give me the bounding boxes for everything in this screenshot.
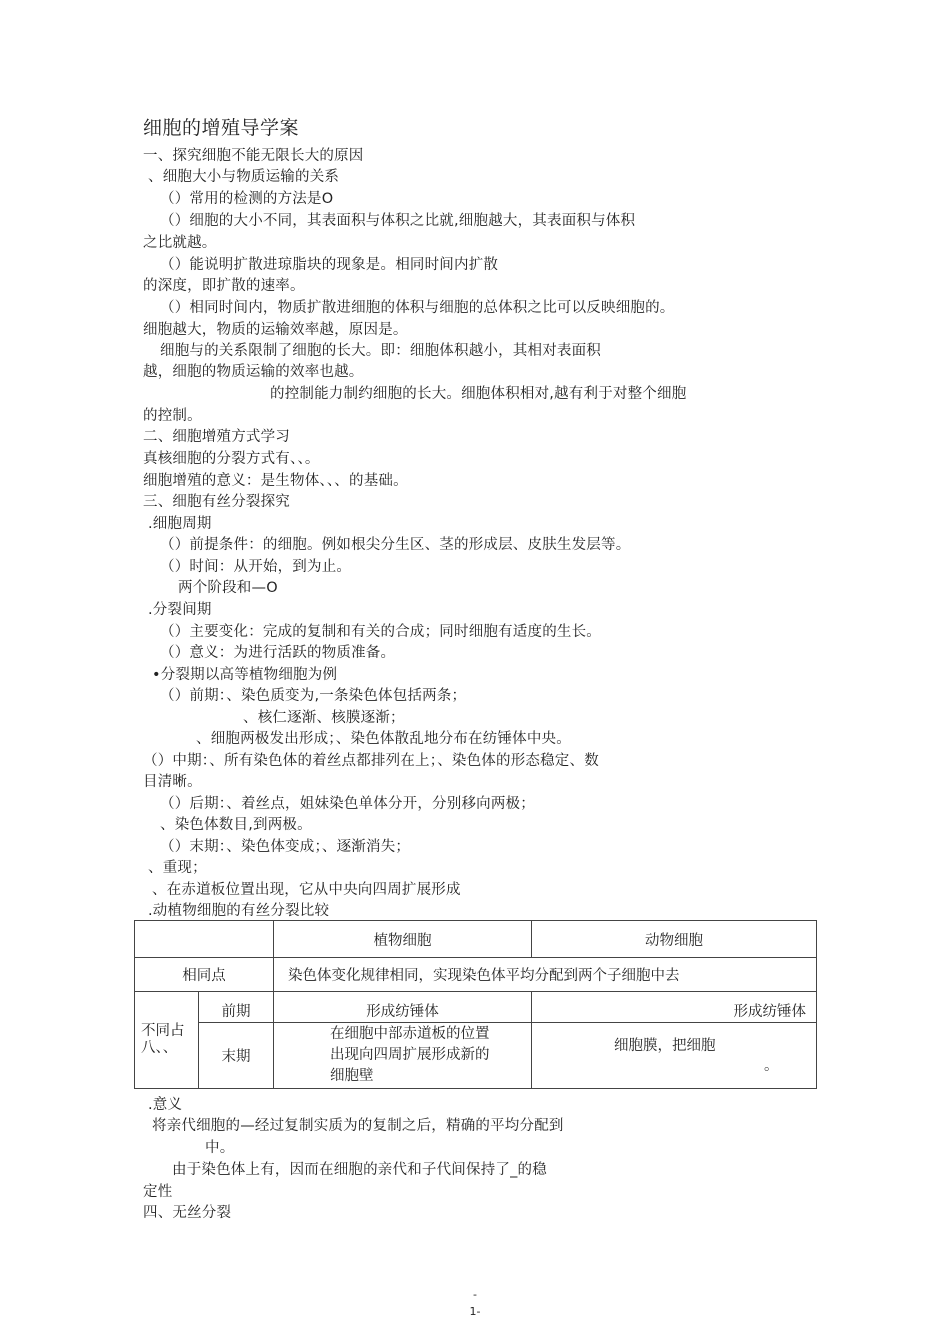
telophase-animal-line: 。 — [764, 1057, 779, 1074]
telophase-plant-cell — [274, 1023, 532, 1089]
text-line: 目清晰。 — [143, 774, 202, 790]
subheading-significance: .意义 — [148, 1097, 183, 1113]
document-title: 细胞的增殖导学案 — [143, 117, 300, 139]
text-line: 由于染色体上有，因而在细胞的亲代和子代间保持了_的稳 — [172, 1162, 547, 1178]
header-animal-cell: 动物细胞 — [532, 921, 817, 958]
text-line: 细胞与的关系限制了细胞的长大。即：细胞体积越小，其相对表面积 — [160, 343, 601, 359]
page-number: 1- — [469, 1305, 481, 1318]
telophase-animal-cell — [532, 1023, 817, 1089]
text-line: 之比就越。 — [143, 235, 217, 251]
subheading-size-transport: 、细胞大小与物质运输的关系 — [148, 169, 340, 185]
text-line: （）前提条件：的细胞。例如根尖分生区、茎的形成层、皮肤生发层等。 — [160, 537, 631, 553]
text-line: （）末期：、染色体变成；、逐渐消失； — [160, 839, 411, 855]
prophase-animal-cell: 形成纺锤体 — [532, 992, 817, 1023]
text-line: （）相同时间内，物质扩散进细胞的体积与细胞的总体积之比可以反映细胞的。 — [160, 300, 675, 316]
text-line: （）主要变化：完成的复制和有关的合成；同时细胞有适度的生长。 — [160, 624, 601, 640]
heading-section-4: 四、无丝分裂 — [143, 1205, 232, 1221]
subheading-comparison: .动植物细胞的有丝分裂比较 — [148, 903, 330, 919]
text-line: 定性 — [143, 1184, 173, 1200]
text-line: 越，细胞的物质运输的效率也越。 — [143, 364, 364, 380]
same-text-cell: 染色体变化规律相同，实现染色体平均分配到两个子细胞中去 — [274, 958, 817, 992]
text-line: 细胞越大，物质的运输效率越，原因是。 — [143, 322, 408, 338]
telophase-label-cell: 末期 — [199, 1023, 274, 1089]
heading-section-2: 二、细胞增殖方式学习 — [143, 429, 290, 445]
text-line: 、在赤道板位置出现，它从中央向四周扩展形成 — [152, 882, 461, 898]
text-line: （）后期：、着丝点，姐妹染色单体分开，分别移向两极； — [160, 796, 535, 812]
text-line: 真核细胞的分裂方式有、、。 — [143, 451, 320, 467]
text-line: （）中期：、所有染色体的着丝点都排列在上；、染色体的形态稳定、数 — [143, 753, 599, 769]
text-line: 、重现； — [148, 860, 207, 876]
table-row-telophase — [135, 1023, 817, 1089]
text-line: 的深度，即扩散的速率。 — [143, 278, 305, 294]
telophase-animal-line: 细胞膜，把细胞 — [614, 1037, 716, 1054]
table-row-same — [135, 958, 817, 992]
prophase-label-cell: 前期 — [199, 992, 274, 1023]
text-line: （）前期：、染色质变为,一条染色体包括两条； — [160, 688, 467, 704]
text-line: 、细胞两极发出形成；、染色体散乱地分布在纺锤体中央。 — [196, 731, 571, 747]
text-line: 的控制。 — [143, 408, 202, 424]
telophase-plant-line: 在细胞中部赤道板的位置 — [330, 1026, 490, 1042]
text-line: 、染色体数目,到两极。 — [160, 817, 312, 833]
table-header-row — [135, 921, 817, 958]
text-line: （）常用的检测的方法是O — [160, 191, 334, 207]
same-label-cell: 相同点 — [135, 958, 274, 992]
subheading-cell-cycle: .细胞周期 — [148, 516, 212, 532]
footer-dash: - — [473, 1288, 477, 1301]
telophase-plant-line: 出现向四周扩展形成新的 — [330, 1047, 490, 1063]
text-line: 中。 — [205, 1140, 235, 1156]
table-corner-cell — [135, 921, 274, 958]
prophase-plant-cell: 形成纺锤体 — [274, 992, 532, 1023]
diff-label-cell: 不同占八、、 — [135, 992, 199, 1089]
text-line: （）时间：从开始，到为止。 — [160, 559, 352, 575]
table-row-prophase — [135, 992, 817, 1023]
text-line: 细胞增殖的意义：是生物体、、、的基础。 — [143, 473, 408, 489]
text-line: （）细胞的大小不同，其表面积与体积之比就,细胞越大，其表面积与体积 — [160, 213, 636, 229]
heading-section-3: 三、细胞有丝分裂探究 — [143, 494, 290, 510]
telophase-plant-line: 细胞壁 — [330, 1068, 374, 1084]
text-line: （）意义：为进行活跃的物质准备。 — [160, 645, 396, 661]
text-line: 将亲代细胞的—经过复制实质为的复制之后，精确的平均分配到 — [152, 1118, 564, 1134]
subheading-interphase: .分裂间期 — [148, 602, 212, 618]
heading-section-1: 一、探究细胞不能无限长大的原因 — [143, 148, 364, 164]
text-line: 两个阶段和—O — [178, 580, 278, 596]
text-line: 、核仁逐渐、核膜逐渐； — [243, 710, 405, 726]
comparison-table — [134, 920, 817, 1089]
subheading-mitotic-phase: •分裂期以高等植物细胞为例 — [152, 667, 338, 683]
header-plant-cell: 植物细胞 — [274, 921, 532, 958]
text-line: （）能说明扩散进琼脂块的现象是。相同时间内扩散 — [160, 257, 499, 273]
text-line: 的控制能力制约细胞的长大。细胞体积相对,越有利于对整个细胞 — [270, 386, 687, 402]
